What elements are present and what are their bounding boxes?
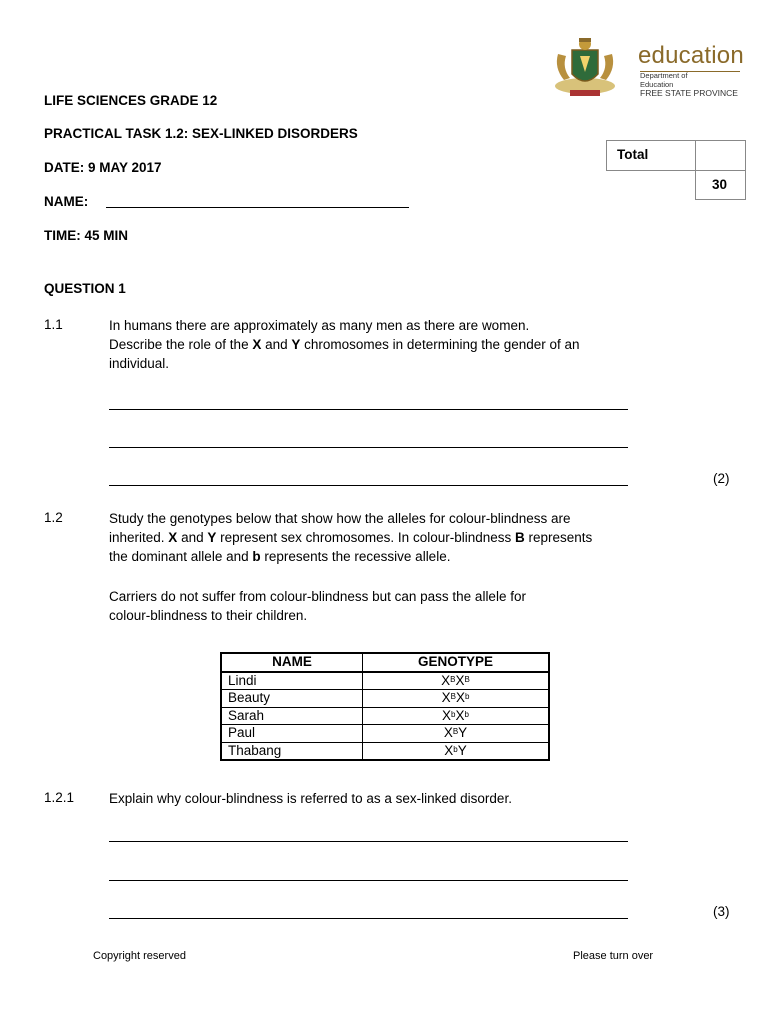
answer-line-1-2-1-c[interactable]: [109, 918, 628, 919]
question-1-2-text: [109, 509, 689, 566]
person-name: Thabang: [221, 742, 363, 760]
total-marks-box: [606, 140, 746, 200]
genotype-value: $X^bY$: [363, 742, 550, 760]
person-name: Beauty: [221, 690, 363, 708]
genotype-value: $X^BX^b$: [363, 690, 550, 708]
logo-line-2: Education: [640, 79, 674, 89]
question-number-1-2: 1.2: [44, 510, 63, 525]
total-value-cell: [695, 170, 746, 200]
time-heading: TIME: 45 MIN: [44, 228, 129, 243]
answer-line-1-1-b[interactable]: [109, 447, 628, 448]
genotype-value: $X^BX^B$: [363, 672, 550, 690]
question-1-2-paragraph-2: [109, 587, 689, 625]
task-heading: PRACTICAL TASK 1.2: SEX-LINKED DISORDERS: [44, 126, 358, 141]
logo-line-1: Department of: [640, 71, 688, 80]
logo-wordmark: education: [638, 42, 744, 69]
q1-2-line-3: the dominant allele and b represents the recessive allele.: [109, 549, 451, 564]
person-name: Sarah: [221, 707, 363, 725]
answer-line-1-2-1-b[interactable]: [109, 880, 628, 881]
question-number-1-1: 1.1: [44, 317, 63, 332]
header-name: NAME: [221, 653, 363, 672]
table-row: [221, 672, 549, 690]
logo-line-3: FREE STATE PROVINCE: [640, 88, 738, 98]
coat-of-arms-icon: [550, 34, 620, 102]
q1-1-line-3: individual.: [109, 356, 170, 371]
q1-2-p2-line-1: Carriers do not suffer from colour-blindness but can pass the allele for: [109, 589, 526, 604]
date-heading: DATE: 9 MAY 2017: [44, 160, 162, 175]
table-row: [221, 690, 549, 708]
answer-line-1-1-a[interactable]: [109, 409, 628, 410]
total-value: 30: [712, 177, 728, 192]
q1-2-line-2: inherited. X and Y represent sex chromosomes. In colour-blindness B represents: [109, 530, 593, 545]
table-row: [221, 707, 549, 725]
q1-1-line-1: In humans there are approximately as many men as there are women.: [109, 318, 530, 333]
logo-subtitle: [640, 72, 738, 98]
table-row: [221, 742, 549, 760]
q1-1-line-2: Describe the role of the X and Y chromosomes in determining the gender of an: [109, 337, 580, 352]
question-number-1-2-1: 1.2.1: [44, 790, 75, 805]
question-1-1-text: [109, 316, 689, 373]
name-label: NAME:: [44, 194, 89, 209]
question-1-2-1-text: Explain why colour-blindness is referred to as a sex-linked disorder.: [109, 791, 512, 806]
footer-copyright: Copyright reserved: [93, 950, 186, 962]
genotype-value: $X^bX^b$: [363, 707, 550, 725]
answer-line-1-2-1-a[interactable]: [109, 841, 628, 842]
marks-1-2-1: (3): [713, 904, 730, 919]
header-genotype: GENOTYPE: [363, 653, 550, 672]
footer-turn-over: Please turn over: [573, 950, 654, 962]
question-title: QUESTION 1: [44, 281, 126, 296]
total-label: Total: [617, 147, 649, 162]
marks-1-1: (2): [713, 471, 730, 486]
table-header-row: [221, 653, 549, 672]
q1-2-line-1: Study the genotypes below that show how the alleles for colour-blindness are: [109, 511, 571, 526]
name-input-line[interactable]: [106, 207, 409, 208]
answer-line-1-1-c[interactable]: [109, 485, 628, 486]
q1-2-p2-line-2: colour-blindness to their children.: [109, 608, 308, 623]
person-name: Lindi: [221, 672, 363, 690]
person-name: Paul: [221, 725, 363, 743]
genotype-value: $X^BY$: [363, 725, 550, 743]
subject-heading: LIFE SCIENCES GRADE 12: [44, 93, 218, 108]
table-row: [221, 725, 549, 743]
total-score-cell[interactable]: [695, 140, 746, 171]
genotype-table: [220, 652, 550, 761]
total-label-cell: [606, 140, 696, 171]
